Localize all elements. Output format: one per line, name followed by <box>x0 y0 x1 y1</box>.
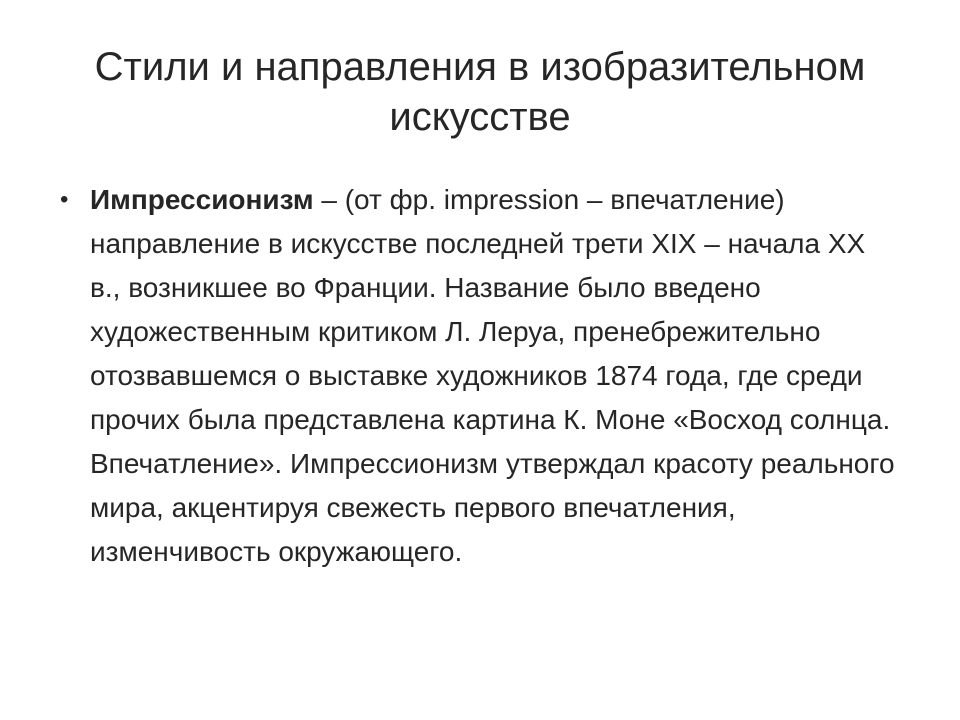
bullet-text: – (от фр. impression – впечатление) направление в искусстве последней трети XIX – начала XX в., возникшее во Франции. Название было введено художественным критиком Л. Леруа, пренебрежительно отозвавшемся о выставке художников 1874 года, где среди прочих была представлена картина К. Моне «Восход солнца. Впечатление». Импрессионизм утверждал красоту реального мира, акцентируя свежесть первого впечатления, изменчивость окружающего. <box>90 184 895 567</box>
bullet-item <box>60 178 900 574</box>
bullet-list <box>60 178 900 574</box>
bullet-term: Импрессионизм <box>90 184 314 215</box>
slide-content <box>60 178 900 574</box>
bullet-marker: • <box>60 186 69 213</box>
slide-title: Стили и направления в изобразительном искусстве <box>94 45 866 139</box>
